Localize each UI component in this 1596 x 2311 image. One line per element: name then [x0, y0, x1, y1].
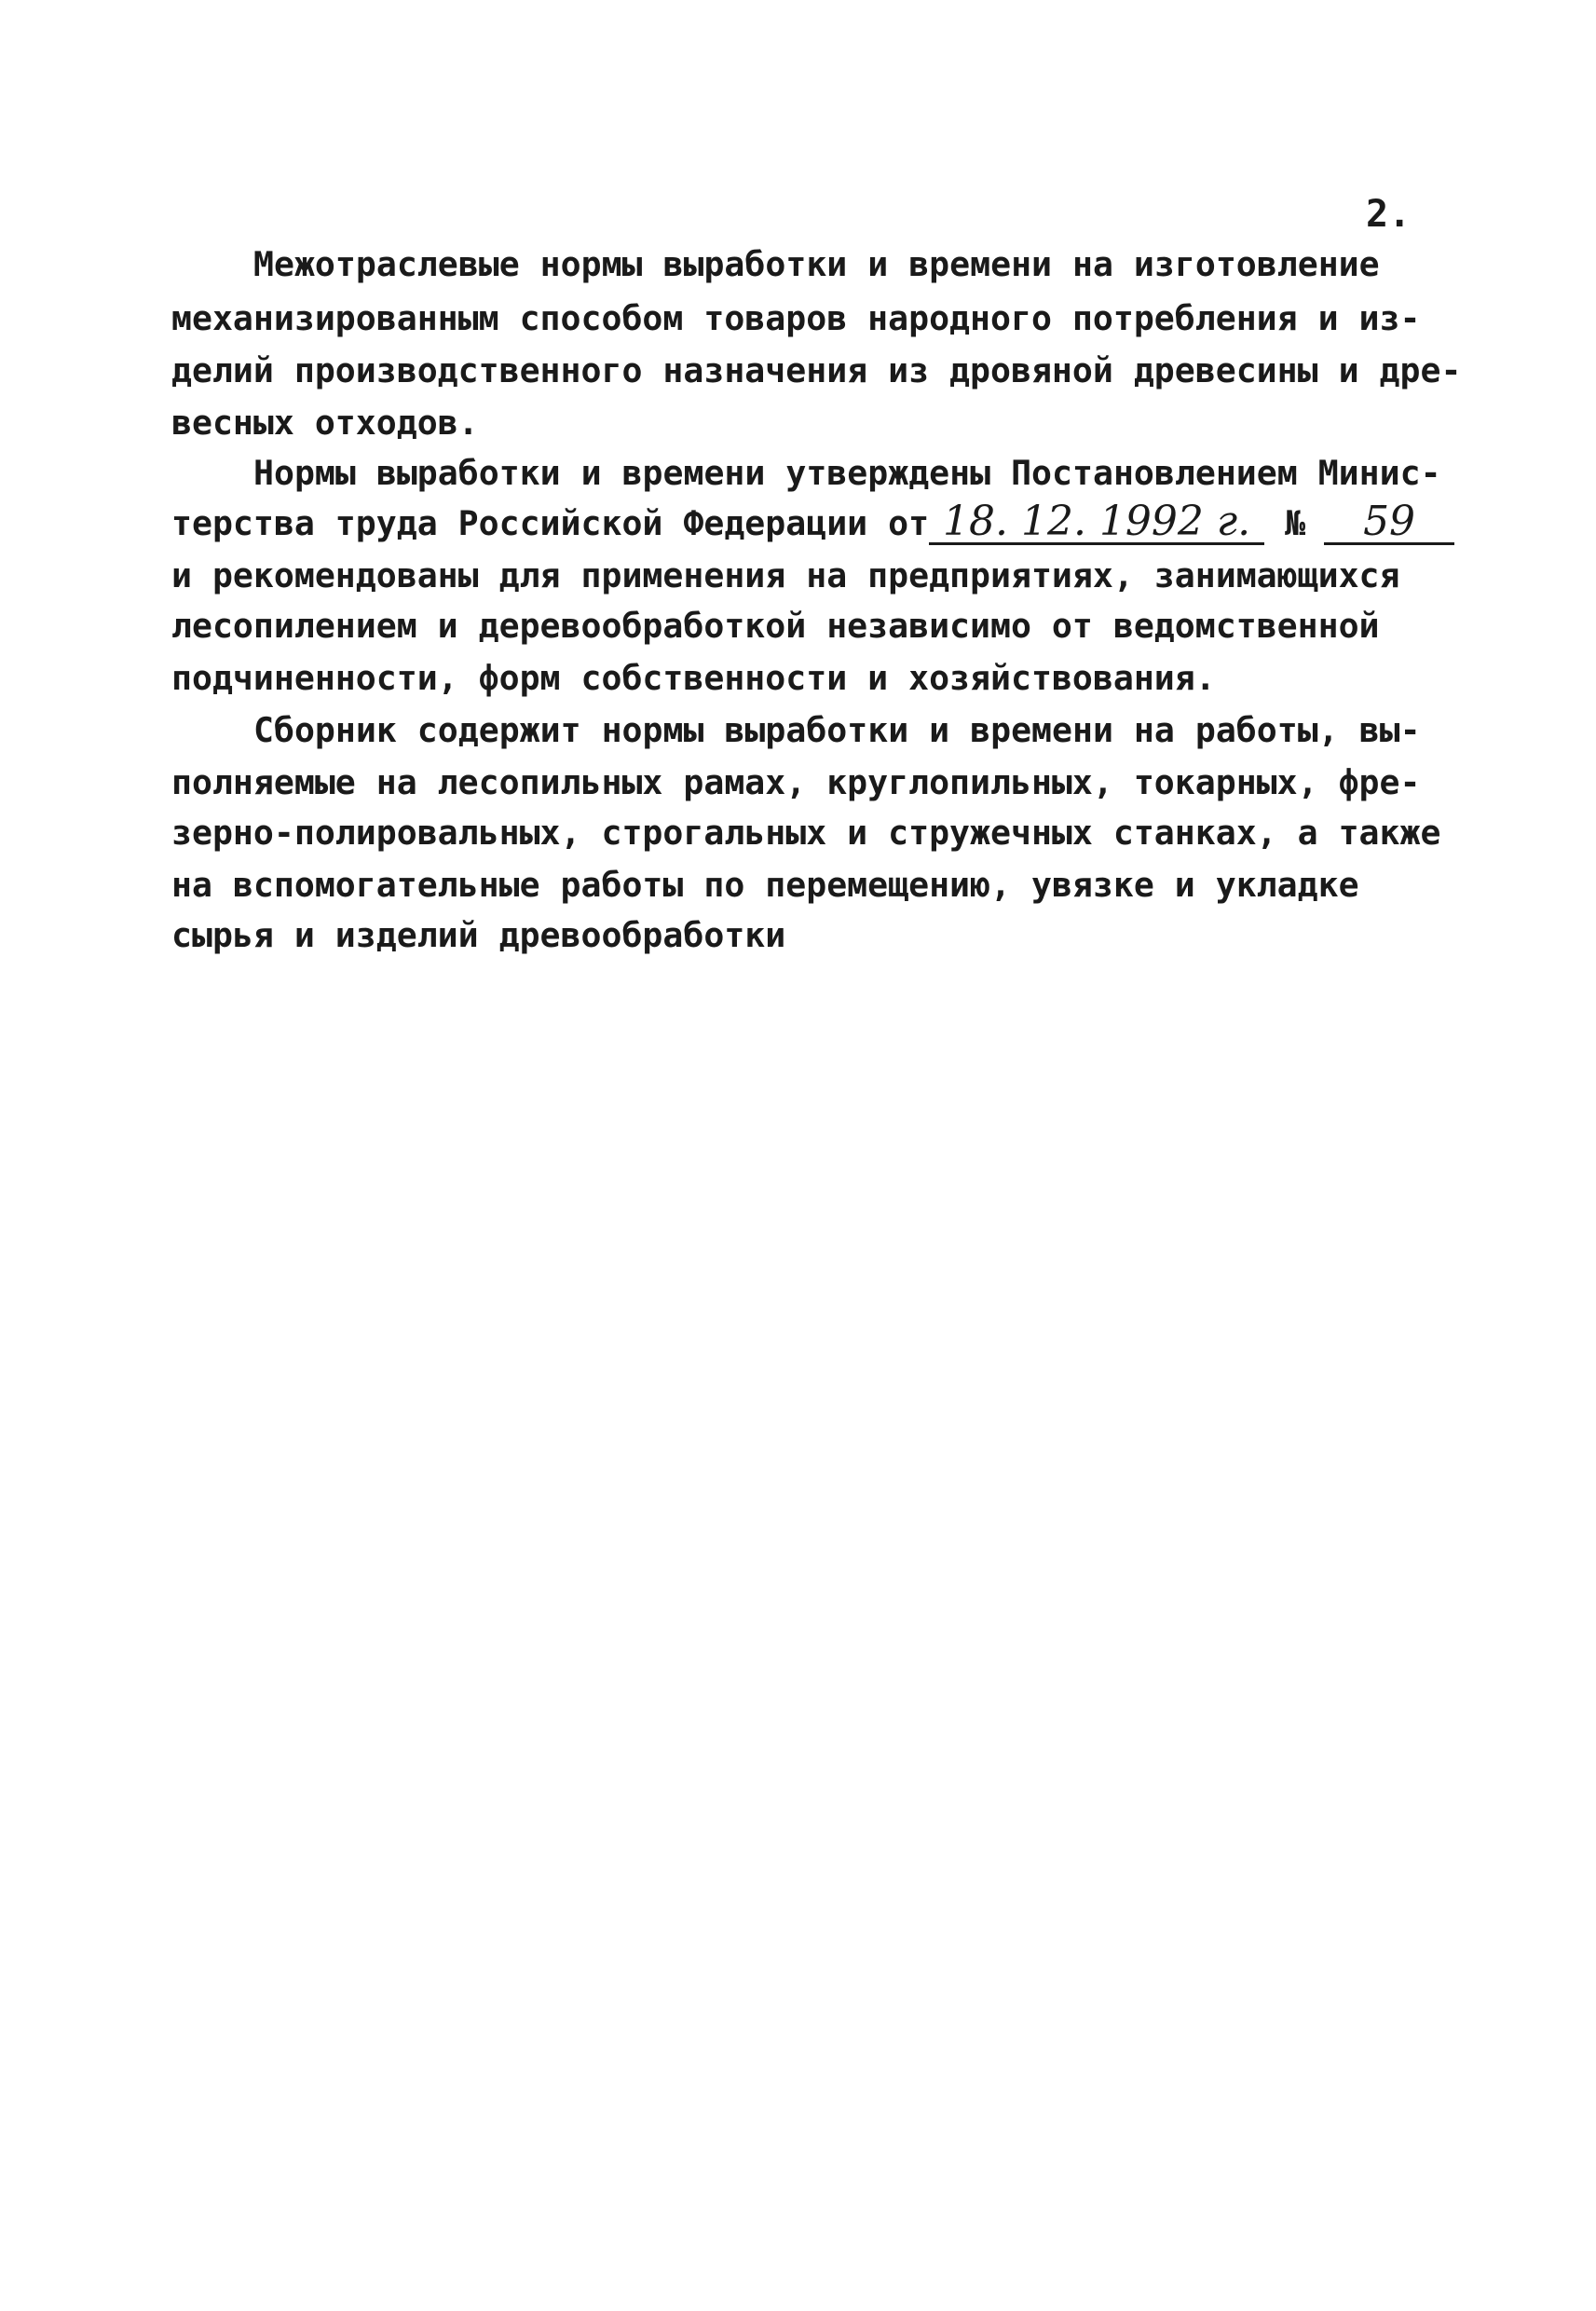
paragraph-line: механизированным способом товаров народного потребления и из- [171, 298, 1421, 338]
decree-date-handwritten: 18. 12. 1992 г. [929, 501, 1264, 545]
paragraph-line: делий производственного назначения из дровяной древесины и дре- [171, 350, 1462, 390]
number-sign: № [1285, 503, 1306, 543]
paragraph-line: лесопилением и деревообработкой независимо от ведомственной [171, 606, 1380, 646]
paragraph-line: Нормы выработки и времени утверждены Постановлением Минис- [253, 453, 1441, 493]
page-number: 2. [1366, 193, 1412, 236]
paragraph-line: зерно-полировальных, строгальных и стружечных станках, а также [171, 813, 1441, 853]
paragraph-line: полняемые на лесопильных рамах, круглопильных, токарных, фре- [171, 762, 1421, 802]
paragraph-line: весных отходов. [171, 403, 479, 443]
paragraph-line: Сборник содержит нормы выработки и времени на работы, вы- [253, 710, 1421, 750]
paragraph-line-with-date [171, 497, 1454, 551]
paragraph-line: на вспомогательные работы по перемещению, увязке и укладке [171, 865, 1359, 905]
paragraph-line: терства труда Российской Федерации от [171, 503, 930, 543]
paragraph-line: сырья и изделий древообработки [171, 915, 786, 955]
paragraph-line: подчиненности, форм собственности и хозяйствования. [171, 658, 1216, 698]
paragraph-line: Межотраслевые нормы выработки и времени на изготовление [253, 244, 1380, 284]
paragraph-line: и рекомендованы для применения на предприятиях, занимающихся [171, 555, 1400, 595]
decree-number-handwritten: 59 [1324, 501, 1454, 545]
